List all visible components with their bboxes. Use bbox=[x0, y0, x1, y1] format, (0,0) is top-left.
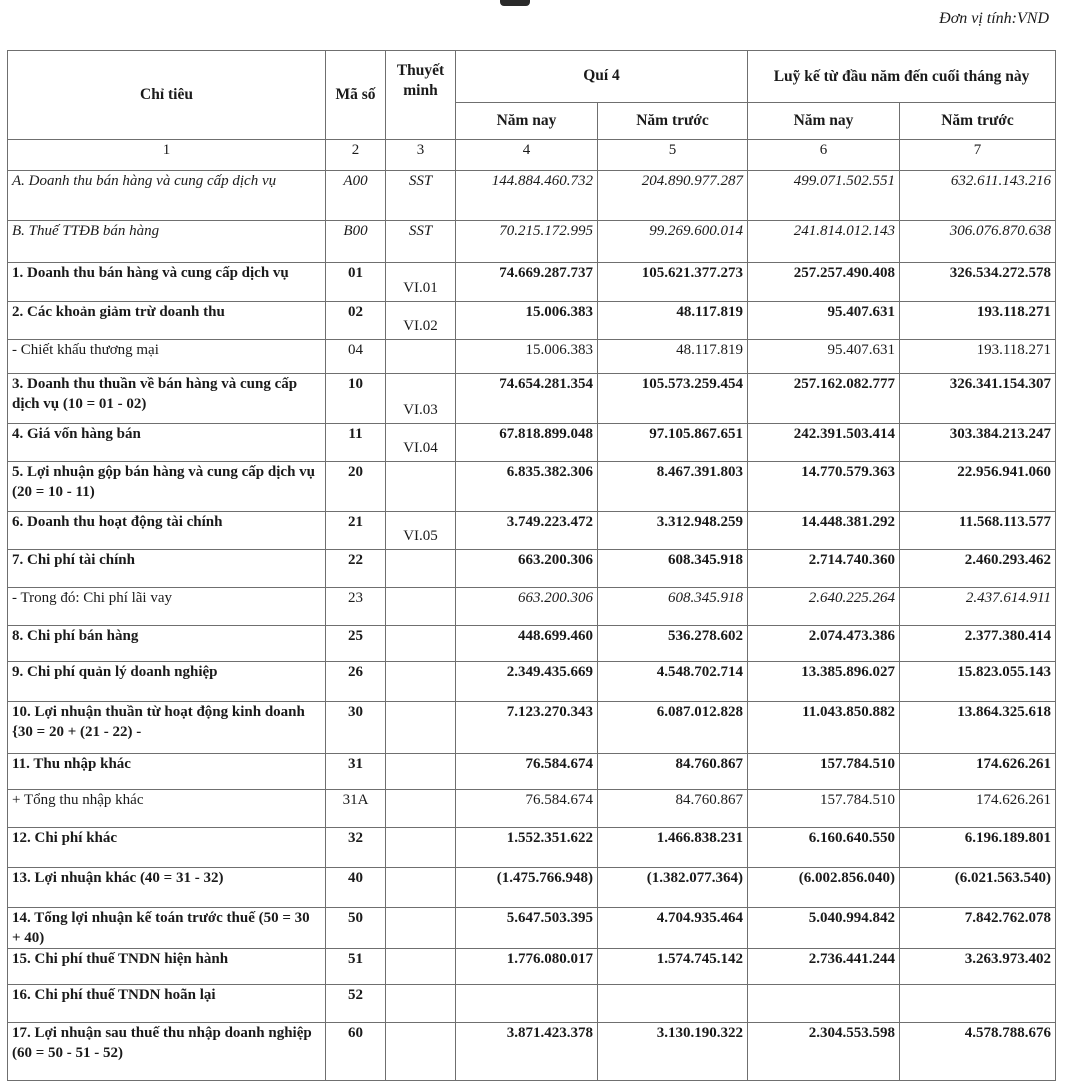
row-code: 26 bbox=[326, 662, 386, 702]
row-note bbox=[386, 550, 456, 588]
table-row bbox=[8, 662, 1056, 702]
row-note: VI.02 bbox=[386, 302, 456, 340]
row-code: 31 bbox=[326, 754, 386, 790]
value-cell: 193.118.271 bbox=[900, 302, 1056, 340]
value-cell: 84.760.867 bbox=[598, 790, 748, 828]
value-cell: 499.071.502.551 bbox=[748, 171, 900, 221]
value-cell: 70.215.172.995 bbox=[456, 221, 598, 263]
value-cell: 4.548.702.714 bbox=[598, 662, 748, 702]
row-code: 50 bbox=[326, 908, 386, 949]
row-label: 1. Doanh thu bán hàng và cung cấp dịch vụ bbox=[8, 263, 326, 302]
table-row bbox=[8, 702, 1056, 754]
row-code: 01 bbox=[326, 263, 386, 302]
value-cell: 15.006.383 bbox=[456, 302, 598, 340]
table-row bbox=[8, 949, 1056, 985]
row-label: + Tổng thu nhập khác bbox=[8, 790, 326, 828]
row-label: 5. Lợi nhuận gộp bán hàng và cung cấp dịch vụ (20 = 10 - 11) bbox=[8, 462, 326, 512]
value-cell: 3.749.223.472 bbox=[456, 512, 598, 550]
value-cell: 6.196.189.801 bbox=[900, 828, 1056, 868]
row-label: 11. Thu nhập khác bbox=[8, 754, 326, 790]
value-cell: (1.475.766.948) bbox=[456, 868, 598, 908]
value-cell: 193.118.271 bbox=[900, 340, 1056, 374]
table-row bbox=[8, 302, 1056, 340]
value-cell: 608.345.918 bbox=[598, 588, 748, 626]
row-note bbox=[386, 754, 456, 790]
row-label: 16. Chi phí thuế TNDN hoãn lại bbox=[8, 985, 326, 1023]
value-cell: 76.584.674 bbox=[456, 754, 598, 790]
header-nam-nay-q: Năm nay bbox=[456, 102, 598, 139]
table-row bbox=[8, 221, 1056, 263]
row-note: SST bbox=[386, 171, 456, 221]
value-cell: (6.021.563.540) bbox=[900, 868, 1056, 908]
table-row bbox=[8, 462, 1056, 512]
row-label: 3. Doanh thu thuần về bán hàng và cung cấp dịch vụ (10 = 01 - 02) bbox=[8, 374, 326, 424]
table-row bbox=[8, 263, 1056, 302]
value-cell: 1.776.080.017 bbox=[456, 949, 598, 985]
table-row bbox=[8, 754, 1056, 790]
value-cell: 6.835.382.306 bbox=[456, 462, 598, 512]
value-cell: 5.040.994.842 bbox=[748, 908, 900, 949]
value-cell: 157.784.510 bbox=[748, 754, 900, 790]
value-cell: 95.407.631 bbox=[748, 340, 900, 374]
value-cell: 4.578.788.676 bbox=[900, 1023, 1056, 1081]
value-cell: 2.736.441.244 bbox=[748, 949, 900, 985]
value-cell: 76.584.674 bbox=[456, 790, 598, 828]
row-label: 10. Lợi nhuận thuần từ hoạt động kinh doanh {30 = 20 + (21 - 22) - bbox=[8, 702, 326, 754]
table-row bbox=[8, 588, 1056, 626]
row-note: VI.01 bbox=[386, 263, 456, 302]
row-label: 2. Các khoản giảm trừ doanh thu bbox=[8, 302, 326, 340]
page-edge-mark bbox=[500, 0, 530, 6]
row-label: 9. Chi phí quản lý doanh nghiệp bbox=[8, 662, 326, 702]
row-label: 6. Doanh thu hoạt động tài chính bbox=[8, 512, 326, 550]
row-note bbox=[386, 908, 456, 949]
table-row bbox=[8, 790, 1056, 828]
row-note bbox=[386, 868, 456, 908]
value-cell: 13.385.896.027 bbox=[748, 662, 900, 702]
value-cell: 22.956.941.060 bbox=[900, 462, 1056, 512]
row-note bbox=[386, 985, 456, 1023]
header-nam-truoc-lk: Năm trước bbox=[900, 102, 1056, 139]
value-cell: 663.200.306 bbox=[456, 550, 598, 588]
value-cell: 97.105.867.651 bbox=[598, 424, 748, 462]
row-label: 7. Chi phí tài chính bbox=[8, 550, 326, 588]
value-cell: 48.117.819 bbox=[598, 302, 748, 340]
value-cell bbox=[748, 985, 900, 1023]
table-row bbox=[8, 512, 1056, 550]
row-note bbox=[386, 790, 456, 828]
value-cell: 1.574.745.142 bbox=[598, 949, 748, 985]
row-code: A00 bbox=[326, 171, 386, 221]
row-note bbox=[386, 588, 456, 626]
value-cell: 7.842.762.078 bbox=[900, 908, 1056, 949]
table-row bbox=[8, 1023, 1056, 1081]
value-cell: 7.123.270.343 bbox=[456, 702, 598, 754]
value-cell: 6.160.640.550 bbox=[748, 828, 900, 868]
value-cell: 257.162.082.777 bbox=[748, 374, 900, 424]
value-cell: 74.654.281.354 bbox=[456, 374, 598, 424]
row-code: 25 bbox=[326, 626, 386, 662]
row-code: 30 bbox=[326, 702, 386, 754]
header-quarter: Quí 4 bbox=[456, 51, 748, 103]
value-cell: 2.377.380.414 bbox=[900, 626, 1056, 662]
row-code: 11 bbox=[326, 424, 386, 462]
value-cell: 14.448.381.292 bbox=[748, 512, 900, 550]
value-cell: 242.391.503.414 bbox=[748, 424, 900, 462]
row-label: 8. Chi phí bán hàng bbox=[8, 626, 326, 662]
value-cell: 99.269.600.014 bbox=[598, 221, 748, 263]
table-row bbox=[8, 626, 1056, 662]
row-label: - Chiết khấu thương mại bbox=[8, 340, 326, 374]
table-row bbox=[8, 908, 1056, 949]
row-label: - Trong đó: Chi phí lãi vay bbox=[8, 588, 326, 626]
header-cumulative: Luỹ kế từ đầu năm đến cuối tháng này bbox=[748, 51, 1056, 103]
value-cell: 14.770.579.363 bbox=[748, 462, 900, 512]
value-cell: 303.384.213.247 bbox=[900, 424, 1056, 462]
value-cell: 2.437.614.911 bbox=[900, 588, 1056, 626]
row-code: 23 bbox=[326, 588, 386, 626]
value-cell: 144.884.460.732 bbox=[456, 171, 598, 221]
row-note bbox=[386, 662, 456, 702]
row-code: 32 bbox=[326, 828, 386, 868]
value-cell bbox=[598, 985, 748, 1023]
value-cell: 663.200.306 bbox=[456, 588, 598, 626]
value-cell: 11.568.113.577 bbox=[900, 512, 1056, 550]
value-cell: 3.263.973.402 bbox=[900, 949, 1056, 985]
row-code: 02 bbox=[326, 302, 386, 340]
value-cell: 15.823.055.143 bbox=[900, 662, 1056, 702]
value-cell: 174.626.261 bbox=[900, 754, 1056, 790]
column-index: 7 bbox=[900, 140, 1056, 171]
value-cell: 8.467.391.803 bbox=[598, 462, 748, 512]
row-note bbox=[386, 462, 456, 512]
row-code: 21 bbox=[326, 512, 386, 550]
row-label: 4. Giá vốn hàng bán bbox=[8, 424, 326, 462]
value-cell: 1.466.838.231 bbox=[598, 828, 748, 868]
header-nam-nay-lk: Năm nay bbox=[748, 102, 900, 139]
row-code: 52 bbox=[326, 985, 386, 1023]
row-note bbox=[386, 949, 456, 985]
value-cell: 632.611.143.216 bbox=[900, 171, 1056, 221]
row-code: 40 bbox=[326, 868, 386, 908]
row-label: A. Doanh thu bán hàng và cung cấp dịch vụ bbox=[8, 171, 326, 221]
value-cell: 608.345.918 bbox=[598, 550, 748, 588]
value-cell: 241.814.012.143 bbox=[748, 221, 900, 263]
value-cell: (1.382.077.364) bbox=[598, 868, 748, 908]
value-cell: 3.312.948.259 bbox=[598, 512, 748, 550]
column-index: 6 bbox=[748, 140, 900, 171]
value-cell: 2.714.740.360 bbox=[748, 550, 900, 588]
value-cell: 3.130.190.322 bbox=[598, 1023, 748, 1081]
table-row bbox=[8, 550, 1056, 588]
row-label: 17. Lợi nhuận sau thuế thu nhập doanh nghiệp (60 = 50 - 51 - 52) bbox=[8, 1023, 326, 1081]
unit-label: Đơn vị tính:VND bbox=[939, 10, 1049, 27]
row-code: 31A bbox=[326, 790, 386, 828]
header-chi-tieu: Chỉ tiêu bbox=[8, 51, 326, 140]
value-cell: 5.647.503.395 bbox=[456, 908, 598, 949]
value-cell: 4.704.935.464 bbox=[598, 908, 748, 949]
column-index: 1 bbox=[8, 140, 326, 171]
value-cell: 257.257.490.408 bbox=[748, 263, 900, 302]
value-cell: 3.871.423.378 bbox=[456, 1023, 598, 1081]
value-cell: 448.699.460 bbox=[456, 626, 598, 662]
row-code: 10 bbox=[326, 374, 386, 424]
value-cell: 11.043.850.882 bbox=[748, 702, 900, 754]
value-cell: 326.534.272.578 bbox=[900, 263, 1056, 302]
table-row bbox=[8, 985, 1056, 1023]
value-cell: 6.087.012.828 bbox=[598, 702, 748, 754]
table-row bbox=[8, 828, 1056, 868]
row-note: VI.04 bbox=[386, 424, 456, 462]
value-cell bbox=[456, 985, 598, 1023]
value-cell: 2.349.435.669 bbox=[456, 662, 598, 702]
income-statement-table bbox=[7, 50, 1056, 1081]
row-note: VI.05 bbox=[386, 512, 456, 550]
table-row bbox=[8, 424, 1056, 462]
row-note: SST bbox=[386, 221, 456, 263]
row-code: 51 bbox=[326, 949, 386, 985]
value-cell: 15.006.383 bbox=[456, 340, 598, 374]
value-cell: 326.341.154.307 bbox=[900, 374, 1056, 424]
value-cell: 67.818.899.048 bbox=[456, 424, 598, 462]
row-label: 13. Lợi nhuận khác (40 = 31 - 32) bbox=[8, 868, 326, 908]
row-note bbox=[386, 702, 456, 754]
value-cell: (6.002.856.040) bbox=[748, 868, 900, 908]
value-cell: 95.407.631 bbox=[748, 302, 900, 340]
column-index: 3 bbox=[386, 140, 456, 171]
value-cell: 2.304.553.598 bbox=[748, 1023, 900, 1081]
value-cell: 174.626.261 bbox=[900, 790, 1056, 828]
row-code: 04 bbox=[326, 340, 386, 374]
value-cell: 2.460.293.462 bbox=[900, 550, 1056, 588]
value-cell: 204.890.977.287 bbox=[598, 171, 748, 221]
value-cell: 2.074.473.386 bbox=[748, 626, 900, 662]
row-note bbox=[386, 1023, 456, 1081]
row-label: 14. Tổng lợi nhuận kế toán trước thuế (50 = 30 + 40) bbox=[8, 908, 326, 949]
row-note bbox=[386, 828, 456, 868]
column-index: 5 bbox=[598, 140, 748, 171]
row-label: 15. Chi phí thuế TNDN hiện hành bbox=[8, 949, 326, 985]
value-cell: 1.552.351.622 bbox=[456, 828, 598, 868]
table-row bbox=[8, 340, 1056, 374]
table-row bbox=[8, 374, 1056, 424]
value-cell: 105.573.259.454 bbox=[598, 374, 748, 424]
table-row bbox=[8, 171, 1056, 221]
value-cell: 84.760.867 bbox=[598, 754, 748, 790]
value-cell: 2.640.225.264 bbox=[748, 588, 900, 626]
row-code: 20 bbox=[326, 462, 386, 512]
value-cell: 74.669.287.737 bbox=[456, 263, 598, 302]
row-note bbox=[386, 340, 456, 374]
value-cell: 105.621.377.273 bbox=[598, 263, 748, 302]
value-cell: 306.076.870.638 bbox=[900, 221, 1056, 263]
row-label: 12. Chi phí khác bbox=[8, 828, 326, 868]
row-label: B. Thuế TTĐB bán hàng bbox=[8, 221, 326, 263]
row-note: VI.03 bbox=[386, 374, 456, 424]
header-thuyet-minh: Thuyết minh bbox=[386, 51, 456, 140]
value-cell: 536.278.602 bbox=[598, 626, 748, 662]
value-cell: 157.784.510 bbox=[748, 790, 900, 828]
header-ma-so: Mã số bbox=[326, 51, 386, 140]
table-row bbox=[8, 868, 1056, 908]
row-code: 60 bbox=[326, 1023, 386, 1081]
row-code: B00 bbox=[326, 221, 386, 263]
row-code: 22 bbox=[326, 550, 386, 588]
value-cell: 48.117.819 bbox=[598, 340, 748, 374]
value-cell: 13.864.325.618 bbox=[900, 702, 1056, 754]
value-cell bbox=[900, 985, 1056, 1023]
column-index: 4 bbox=[456, 140, 598, 171]
column-index: 2 bbox=[326, 140, 386, 171]
header-nam-truoc-q: Năm trước bbox=[598, 102, 748, 139]
row-note bbox=[386, 626, 456, 662]
